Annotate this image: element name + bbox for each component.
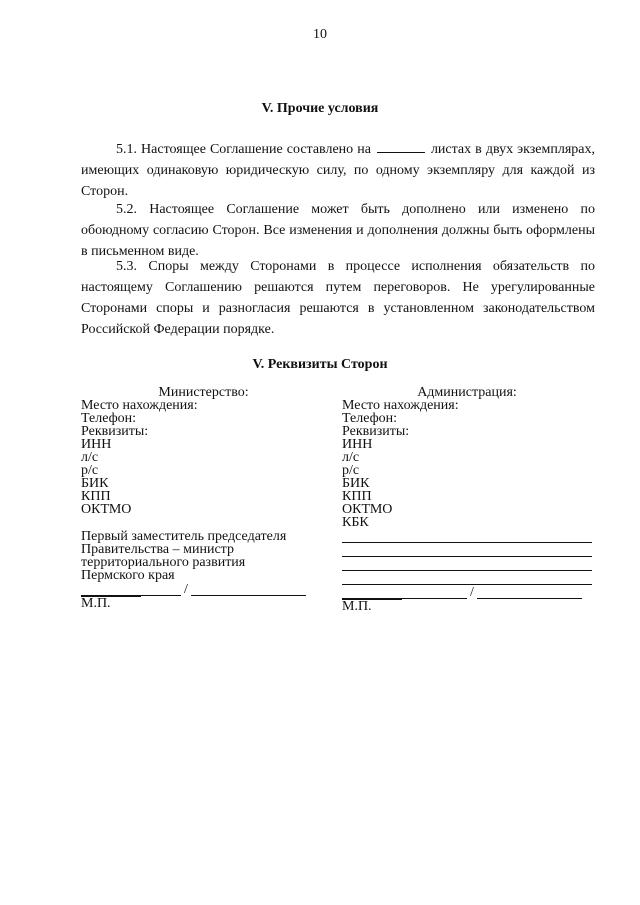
ministry-signature-slash: / (184, 582, 188, 597)
ministry-title: Министерство: (158, 385, 249, 400)
paragraph-5-1 (81, 139, 595, 202)
ministry-signature-blank (81, 582, 181, 596)
ministry-oktmo: ОКТМО (81, 502, 132, 517)
paragraph-5-1-start: 5.1. Настоящее Соглашение составлено на (116, 142, 371, 157)
ministry-rs: р/с (81, 463, 99, 478)
administration-kbk: КБК (342, 515, 369, 530)
ministry-requisites-label: Реквизиты: (81, 424, 149, 439)
section-title-requisites: V. Реквизиты Сторон (252, 357, 388, 372)
ministry-signer-line-3: территориального развития (81, 555, 246, 570)
administration-signer-blank-3 (342, 557, 592, 571)
administration-phone: Телефон: (342, 411, 398, 426)
administration-title: Администрация: (417, 385, 517, 400)
administration-signature-row (342, 585, 592, 599)
ministry-phone: Телефон: (81, 411, 137, 426)
section-title-other-conditions: V. Прочие условия (261, 101, 379, 116)
ministry-signer-line-4: Пермского края (81, 568, 175, 583)
ministry-signer-line-2: Правительства – министр (81, 542, 234, 557)
ministry-requisites (81, 386, 326, 610)
ministry-signer-line-1: Первый заместитель председателя (81, 529, 287, 544)
ministry-name-blank (191, 582, 306, 596)
ministry-kpp: КПП (81, 489, 111, 504)
ministry-stamp-place: М.П. (81, 596, 141, 610)
ministry-inn: ИНН (81, 437, 112, 452)
administration-signer-blank-4 (342, 571, 592, 585)
paragraph-5-2: 5.2. Настоящее Соглашение может быть дополнено или изменено по обоюдному согласию Сторон. Все изменения и дополнения должны быть оформлены в письменном виде. (81, 202, 595, 259)
administration-ls: л/с (342, 450, 360, 465)
ministry-signature-row (81, 582, 326, 596)
paragraph-5-1-end: листах в двух экземплярах, имеющих одинаковую юридическую силу, по одному экземпляру для каждой из Сторон. (81, 142, 596, 199)
administration-location: Место нахождения: (342, 398, 459, 413)
administration-oktmo: ОКТМО (342, 502, 393, 517)
administration-inn: ИНН (342, 437, 373, 452)
administration-signature-blank (342, 585, 467, 599)
administration-name-blank (477, 585, 582, 599)
administration-bik: БИК (342, 476, 370, 491)
administration-rs: р/с (342, 463, 360, 478)
administration-requisites (342, 386, 592, 613)
administration-kpp: КПП (342, 489, 372, 504)
administration-signature-slash: / (470, 585, 474, 600)
administration-signer-blank-1 (342, 529, 592, 543)
page-number: 10 (313, 27, 327, 42)
ministry-ls: л/с (81, 450, 99, 465)
ministry-bik: БИК (81, 476, 109, 491)
ministry-location: Место нахождения: (81, 398, 198, 413)
paragraph-5-3: 5.3. Споры между Сторонами в процессе исполнения обязательств по настоящему Соглашению решаются путем переговоров. Не урегулированные Сторонами споры и разногласия решаются в установленном законодательством Российской Федерации порядке. (81, 259, 595, 337)
administration-stamp-place: М.П. (342, 599, 402, 613)
administration-signer-blank-2 (342, 543, 592, 557)
administration-requisites-label: Реквизиты: (342, 424, 410, 439)
sheet-count-blank (377, 140, 425, 153)
